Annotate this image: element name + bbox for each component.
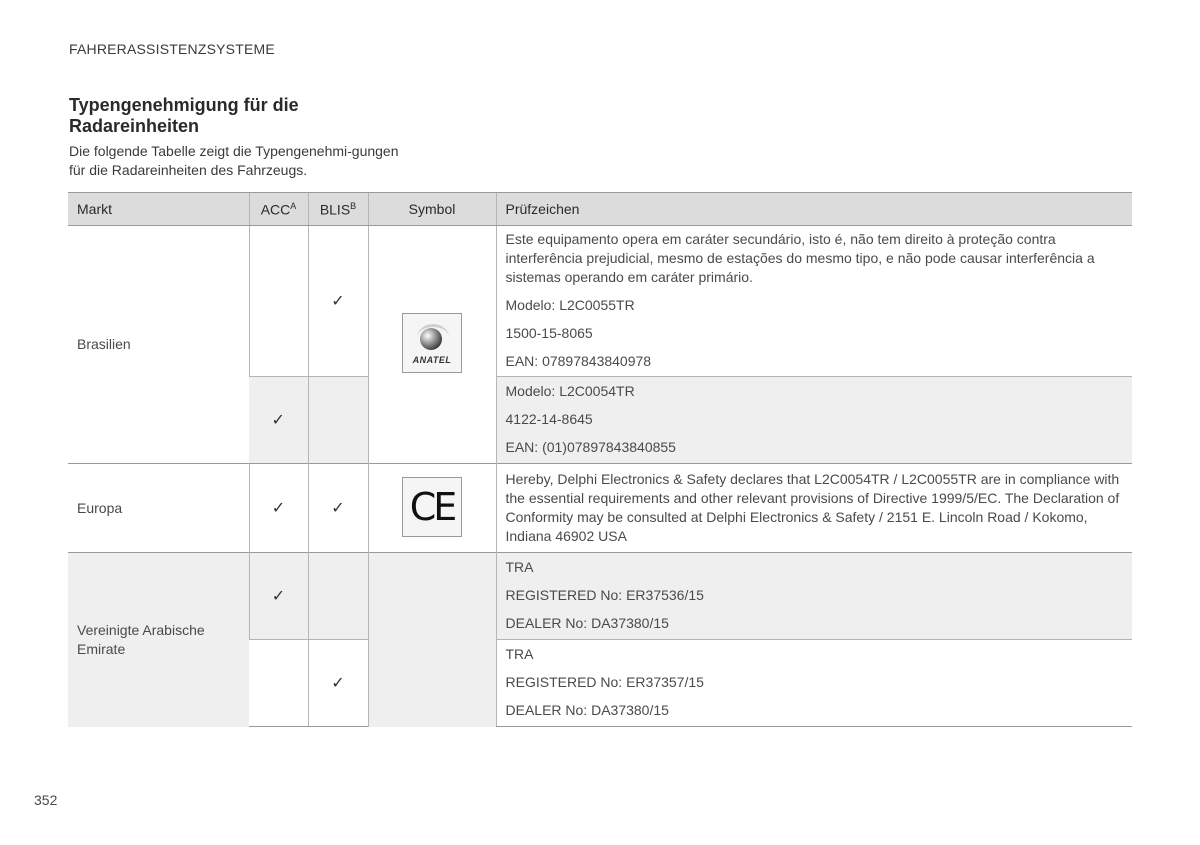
page-title: Typengenehmigung für die Radareinheiten [69,95,299,136]
column-header-pruefzeichen: Prüfzeichen [496,193,1132,226]
market-cell-europa: Europa [68,464,249,553]
blis-check: ✓ [308,464,368,553]
section-header: FAHRERASSISTENZSYSTEME [69,41,275,57]
blis-footnote-marker: B [350,200,357,211]
blis-cell [308,553,368,640]
pruefzeichen-cell [496,464,1132,553]
column-header-acc [249,193,308,226]
table-row-europa [68,464,1132,553]
pruefzeichen-line: 4122-14-8645 [505,411,593,427]
anatel-logo-icon [402,313,462,373]
column-header-symbol: Symbol [368,193,496,226]
pruefzeichen-line: EAN: 07897843840978 [505,353,652,369]
pruefzeichen-line: Modelo: L2C0054TR [505,383,635,399]
pruefzeichen-cell [496,553,1132,640]
blis-check: ✓ [308,640,368,727]
column-header-blis [308,193,368,226]
acc-check: ✓ [249,464,308,553]
pruefzeichen-line: REGISTERED No: ER37536/15 [505,587,704,603]
blis-check: ✓ [308,226,368,377]
table-row-vae [68,553,1132,640]
table-row-brasilien [68,226,1132,377]
pruefzeichen-line: EAN: (01)07897843840855 [505,439,676,455]
blis-label: BLIS [319,201,351,218]
acc-check: ✓ [249,377,308,464]
pruefzeichen-line: 1500-15-8065 [505,325,593,341]
intro-text: Die folgende Tabelle zeigt die Typengenehmi-gungen für die Radareinheiten des Fahrzeugs. [69,143,399,178]
ce-mark-icon [402,477,462,537]
symbol-cell-brasilien [368,226,496,464]
market-cell-vae: Vereinigte Arabische Emirate [68,553,249,727]
column-header-markt: Markt [68,193,249,226]
pruefzeichen-cell [496,226,1132,377]
acc-cell [249,640,308,727]
anatel-logo-text: ANATEL [412,355,452,365]
pruefzeichen-line: DEALER No: DA37380/15 [505,702,669,718]
pruefzeichen-line: Este equipamento opera em caráter secundário, isto é, não tem direito à proteção contra interferência prejudicial, mesmo de estações do mesmo tipo, e não pode causar interferência a sistemas operando em caráter primário. [505,231,1095,285]
pruefzeichen-cell [496,377,1132,464]
symbol-cell-europa [368,464,496,553]
market-cell-brasilien: Brasilien [68,226,249,464]
page-number: 352 [34,792,58,808]
table-header-row [68,193,1132,226]
type-approval-table [68,192,1132,727]
pruefzeichen-line: DEALER No: DA37380/15 [505,615,669,631]
pruefzeichen-line: Modelo: L2C0055TR [505,297,635,313]
acc-cell [249,226,308,377]
pruefzeichen-line: REGISTERED No: ER37357/15 [505,674,704,690]
blis-cell [308,377,368,464]
pruefzeichen-line: Hereby, Delphi Electronics & Safety declares that L2C0054TR / L2C0055TR are in compliance with the essential requirements and other relevant provisions of Directive 1999/5/EC. The Declaration of Conformity may be consulted at Delphi Electronics & Safety / 2151 E. Lincoln Road / Kokomo, Indiana 46902 USA [505,470,1120,544]
pruefzeichen-cell [496,640,1132,727]
acc-label: ACC [260,201,291,218]
acc-footnote-marker: A [290,200,297,211]
pruefzeichen-line: TRA [505,559,534,575]
ce-mark-text: CE [409,484,455,529]
acc-check: ✓ [249,553,308,640]
anatel-globe [420,328,442,350]
pruefzeichen-line: TRA [505,646,534,662]
symbol-cell-vae [368,553,496,727]
